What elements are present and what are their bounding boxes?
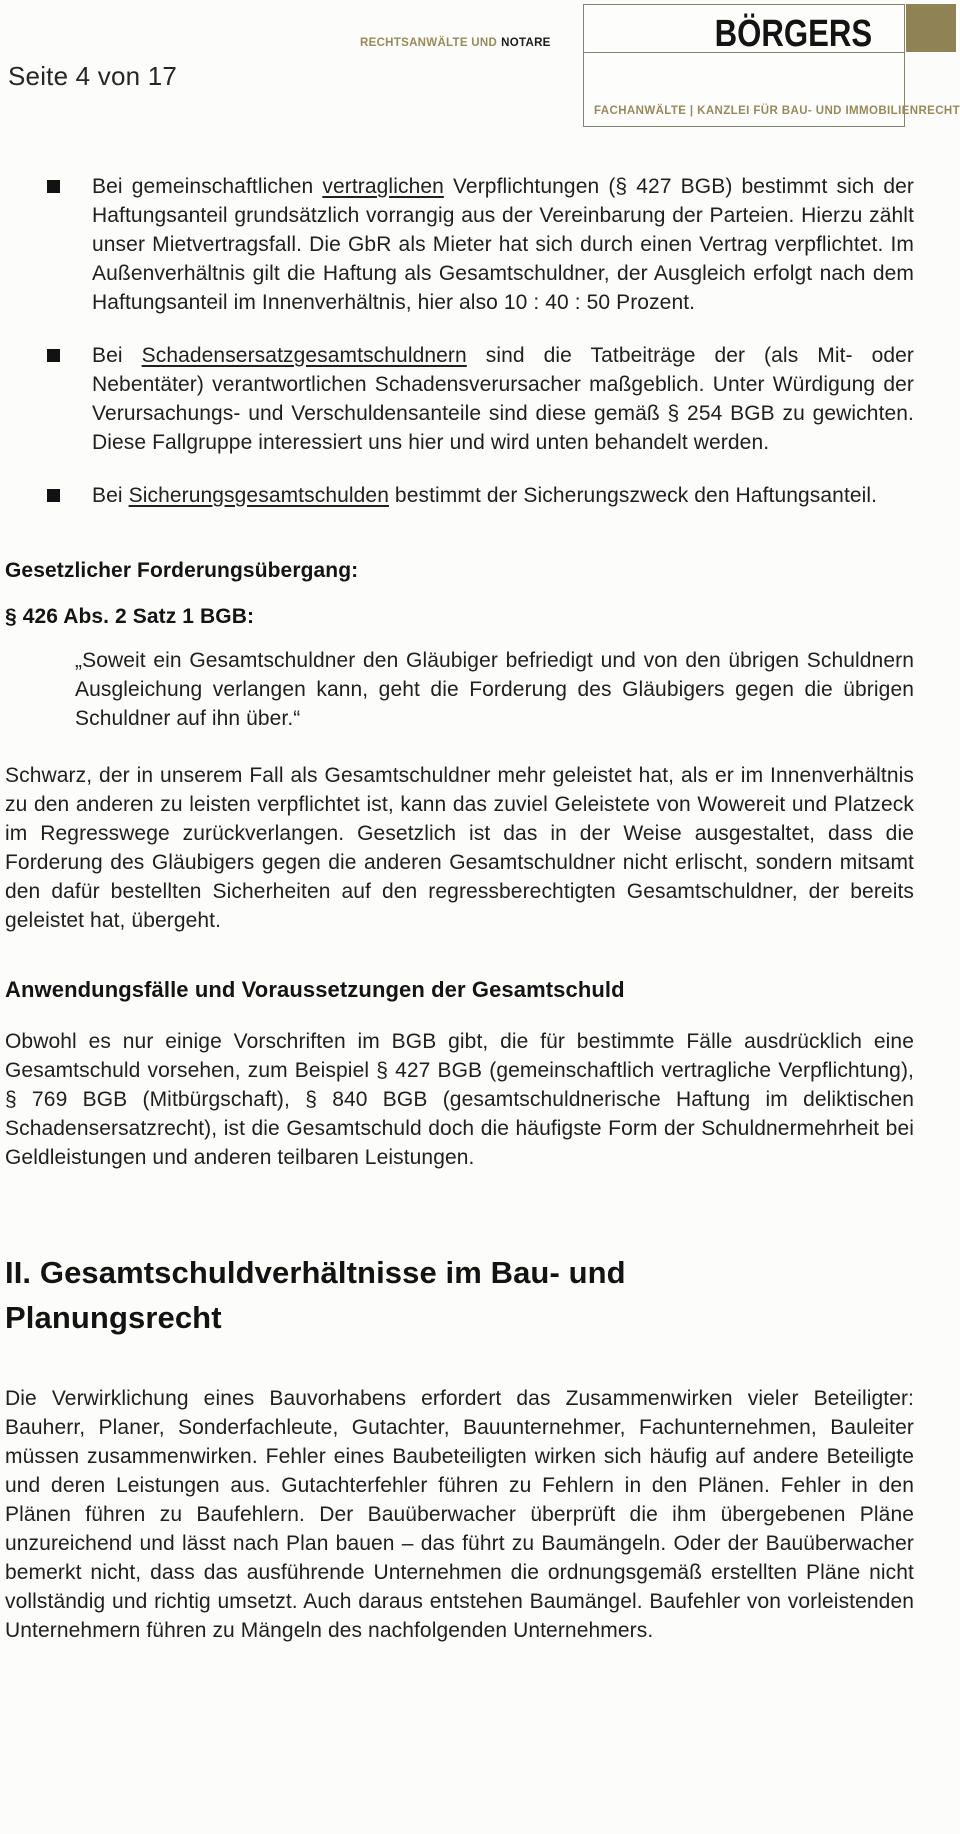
bullet-text <box>92 481 914 510</box>
bullet-text-prefix: Bei <box>92 344 142 367</box>
heading-426-bgb: § 426 Abs. 2 Satz 1 BGB: <box>5 605 255 628</box>
bullet-item-vertragliche-verpflichtungen <box>5 172 914 317</box>
letterhead-tagline <box>360 37 551 49</box>
statute-quote-block: „Soweit ein Gesamtschuldner den Gläubiger befriedigt und von den übrigen Schuldnern Ausgleichung verlangen kann, geht die Forderung des Gläubigers gegen die übrigen Schuldner auf ihn über.“ <box>75 649 914 730</box>
paragraph-bauvorhaben: Die Verwirklichung eines Bauvorhabens erfordert das Zusammenwirken vieler Beteiligter: Bauherr, Planer, Sonderfachleute, Gutachter, Bauunternehmer, Fachunternehmen, Bauleiter müssen zusammenwirken. Fehler eines Baubeteiligten wirken sich häufig auf andere Beteiligte und deren Leistungen aus. Gutachterfehler führen zu Fehlern in den Plänen. Fehler in den Plänen führen zu Baufehlern. Der Bauüberwacher überprüft die ihm übergebenen Pläne unzureichend und lässt nach Plan bauen – das führt zu Baumängeln. Oder der Bauüberwacher bemerkt nicht, dass das ausführende Unternehmen die ordnungsgemäß erstellten Pläne nicht vollständig und richtig umsetzt. Auch daraus entstehen Baumängel. Baufehler von vorleistenden Unternehmern führen zu Mängeln des nachfolgenden Unternehmers. <box>5 1387 914 1642</box>
document-body <box>5 172 914 1645</box>
bullet-text-rest: bestimmt der Sicherungszweck den Haftungsanteil. <box>388 484 878 507</box>
paragraph-schwarz-regress: Schwarz, der in unserem Fall als Gesamtschuldner mehr geleistet hat, als er im Innenverhältnis zu den anderen zu leisten verpflichtet ist, kann das zuviel Geleistete von Wowereit und Platzeck im Regresswege zurückverlangen. Gesetzlich ist das in der Weise ausgestaltet, dass die Forderung des Gläubigers gegen die anderen Gesamtschuldner nicht erlischt, sondern mitsamt den dafür bestellten Sicherheiten auf den regressberechtigten Gesamtschuldner, der bereits geleistet hat, übergeht. <box>5 764 914 932</box>
bullet-text-prefix: Bei <box>92 484 129 507</box>
page-number-label: Seite 4 von 17 <box>8 61 178 91</box>
bullet-square-icon <box>47 180 60 193</box>
bullet-square-icon <box>47 349 60 362</box>
bullet-underlined-term: vertraglichen <box>322 175 444 198</box>
bullet-underlined-term: Sicherungsgesamtschulden <box>128 484 389 507</box>
bullet-text-prefix: Bei gemeinschaftlichen <box>92 175 323 198</box>
heading-main-line2: Planungsrecht <box>5 1300 222 1335</box>
bullet-underlined-term: Schadensersatzgesamtschuldnern <box>141 344 467 367</box>
heading-gesetzlicher-forderungsuebergang: Gesetzlicher Forderungsübergang: <box>5 559 359 582</box>
brand-logo-box <box>583 4 960 127</box>
bullet-text <box>92 172 914 317</box>
brand-logo-bottom-strip <box>584 101 960 126</box>
bullet-text-rest: sind die Tatbeiträge der (als Mit- oder Nebentäter) verantwortlichen Schadensverursacher maßgeblich. Unter Würdigung der Verursachungs- und Verschuldensanteile sind diese gemäß § 254 BGB zu gewichten. Diese Fallgruppe interessiert uns hier und wird unten behandelt werden. <box>92 344 914 454</box>
bullet-item-sicherungsgesamtschulden <box>5 481 914 510</box>
heading-gesamtschuldverhaeltnisse <box>5 1250 914 1340</box>
brand-gold-square-icon <box>906 4 956 52</box>
heading-anwendungsfaelle: Anwendungsfälle und Voraussetzungen der Gesamtschuld <box>5 977 625 1002</box>
bullet-text-rest: Verpflichtungen (§ 427 BGB) bestimmt sich der Haftungsanteil grundsätzlich vorrangig aus der Vereinbarung der Parteien. Hierzu zählt unser Mietvertragsfall. Die GbR als Mieter hat sich durch einen Vertrag verpflichtet. Im Außenverhältnis gilt die Haftung als Gesamtschuldner, der Ausgleich erfolgt nach dem Haftungsanteil im Innenverhältnis, hier also 10 : 40 : 50 Prozent. <box>92 175 914 314</box>
brand-name-label: BÖRGERS <box>714 13 872 56</box>
tagline-rechtsanwaelte-label: RECHTSANWÄLTE UND <box>360 37 498 49</box>
brand-subtitle-label: FACHANWÄLTE | KANZLEI FÜR BAU- UND IMMOBILIENRECHT <box>594 105 960 117</box>
tagline-notare-label: NOTARE <box>501 37 551 49</box>
paragraph-anwendungsfaelle: Obwohl es nur einige Vorschriften im BGB gibt, die für bestimmte Fälle ausdrücklich eine Gesamtschuld vorsehen, zum Beispiel § 427 BGB (gemeinschaftlich vertragliche Verpflichtung), § 769 BGB (Mitbürgschaft), § 840 BGB (gesamtschuldnerische Haftung im deliktischen Schadensersatzrecht), ist die Gesamtschuld doch die häufigste Form der Schuldnermehrheit bei Geldleistungen und anderen teilbaren Leistungen. <box>5 1030 914 1169</box>
bullet-item-schadensersatzgesamtschuldner <box>5 341 914 457</box>
heading-main-line1: II. Gesamtschuldverhältnisse im Bau- und <box>5 1255 626 1290</box>
bullet-square-icon <box>47 489 60 502</box>
bullet-text <box>92 341 914 457</box>
brand-logo-top-strip <box>584 5 904 56</box>
